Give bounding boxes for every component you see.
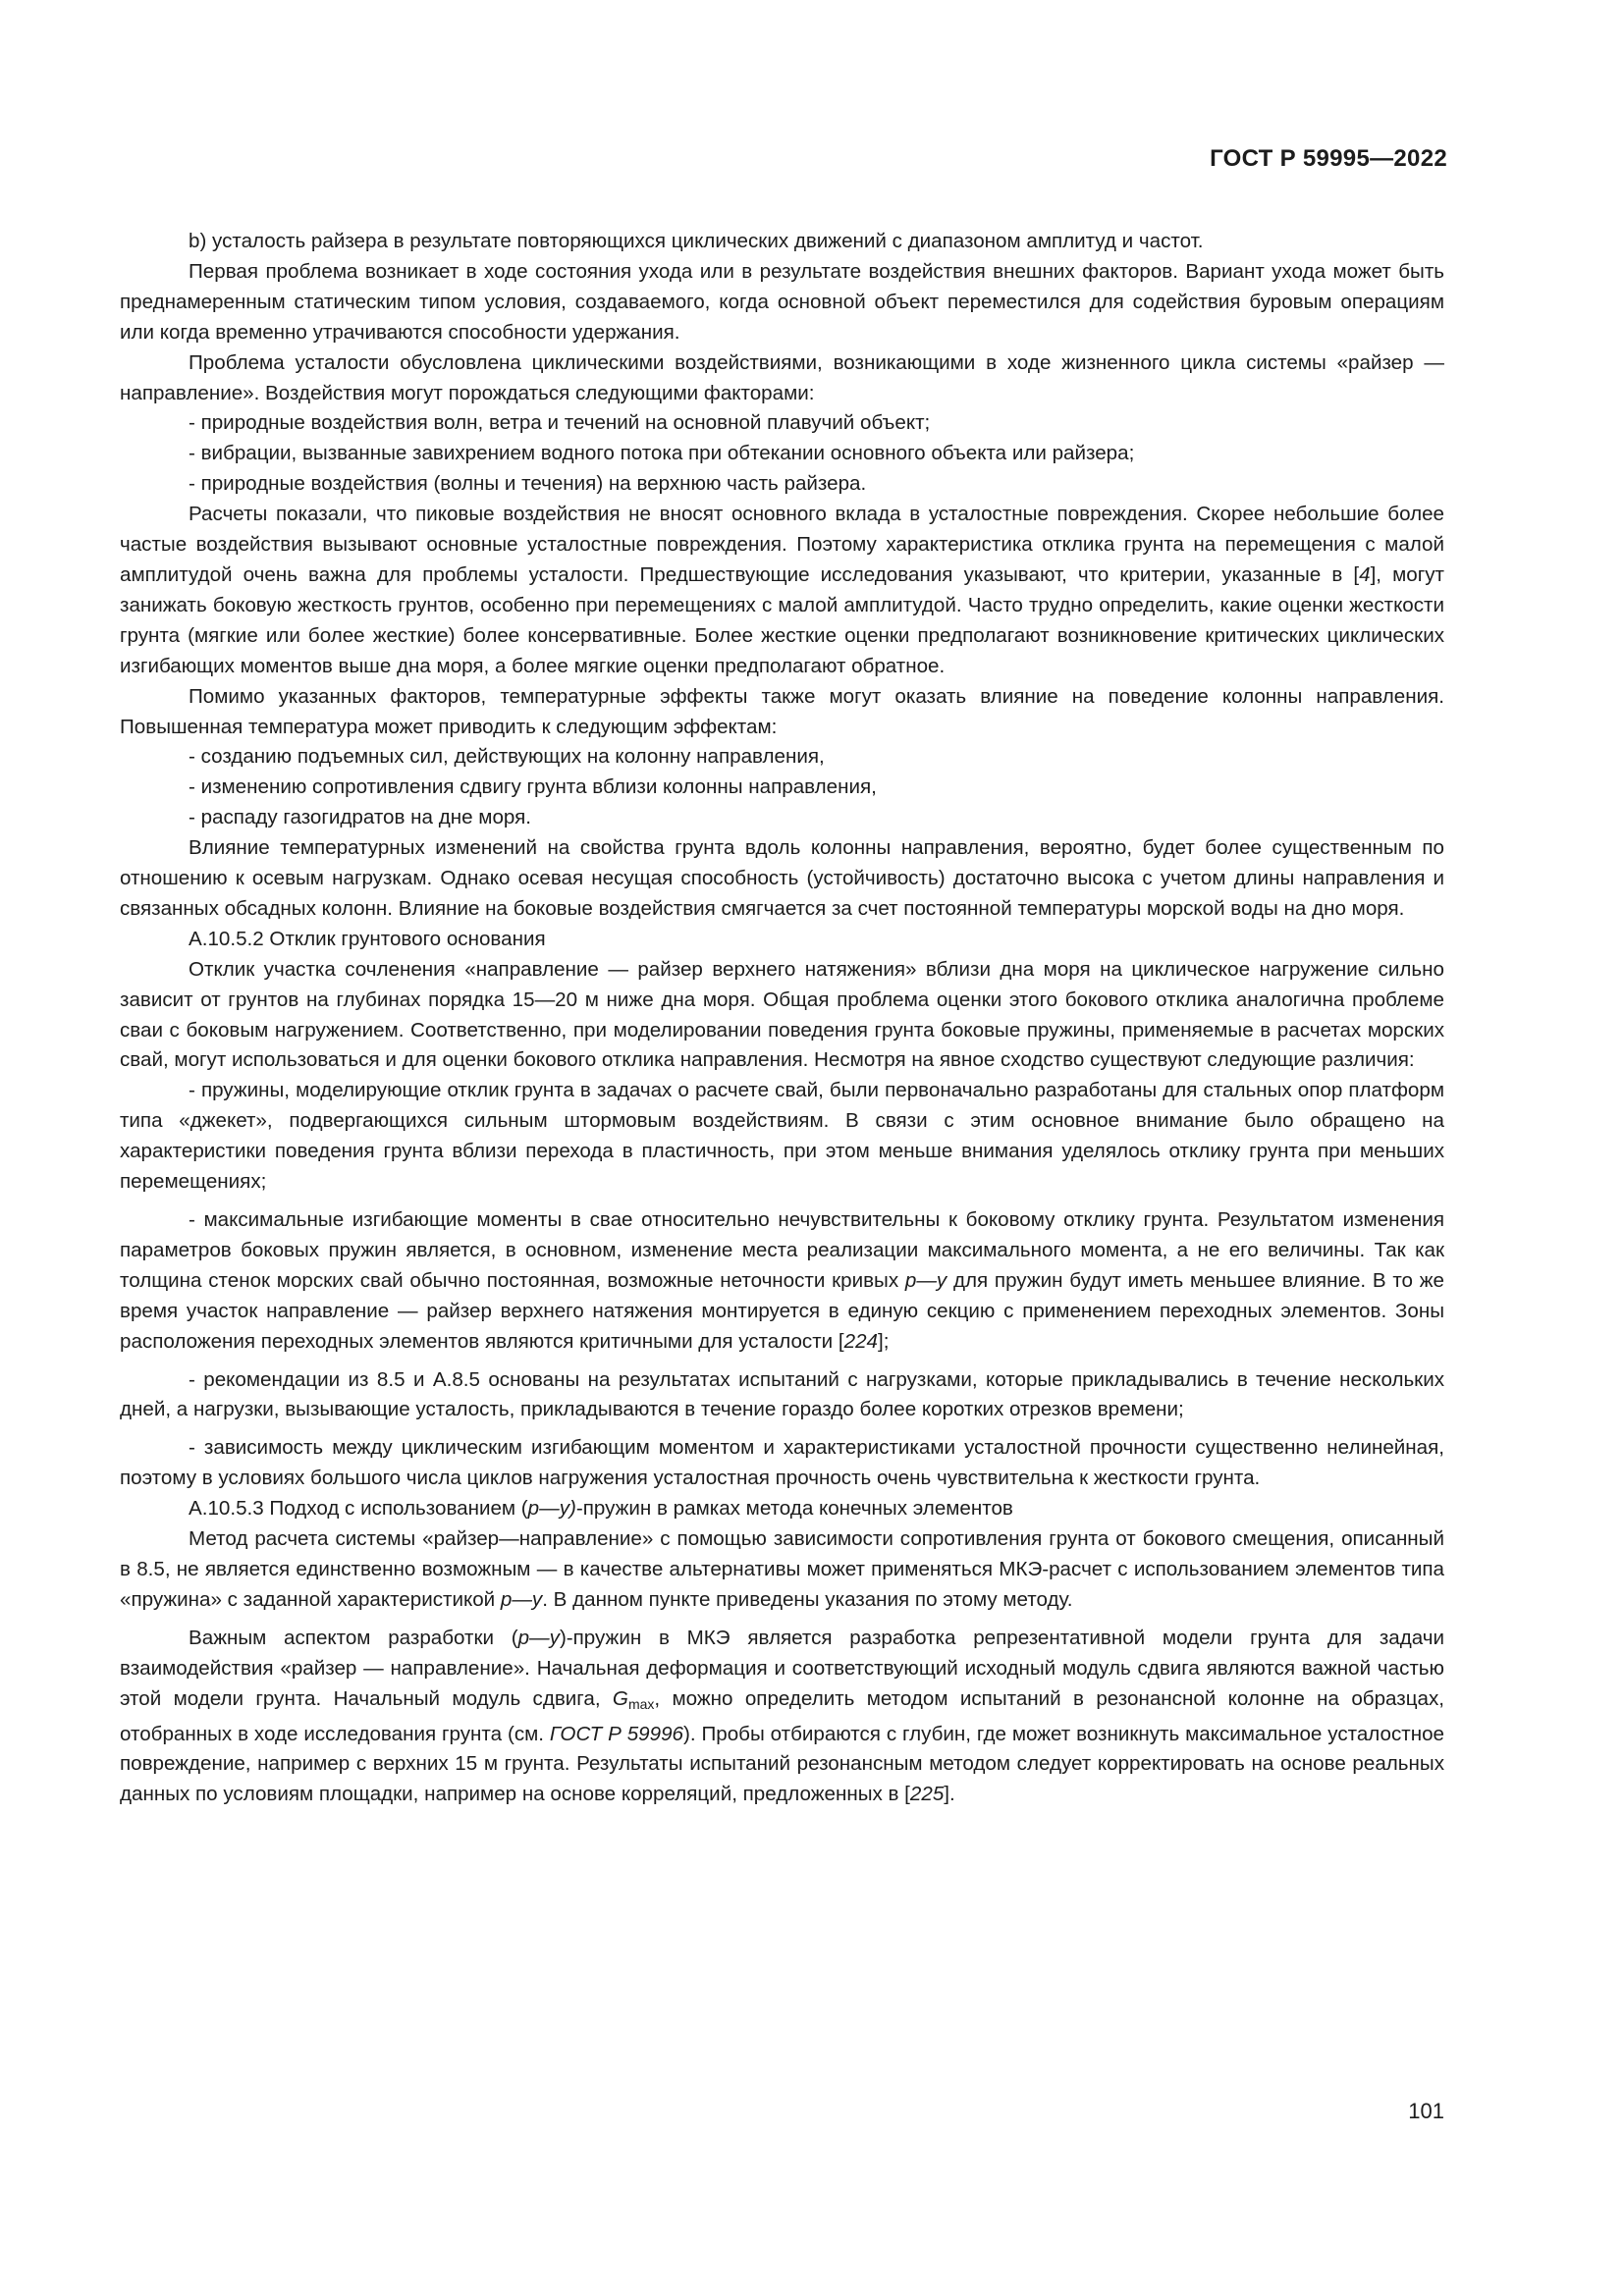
text-run: . В данном пункте приведены указания по этому методу. [542,1587,1073,1611]
page-number: 101 [1408,2099,1444,2123]
text-run: ], могут занижать боковую жесткость грунтов, особенно при перемещениях с малой амплитудой. Часто трудно определить, какие оценки жесткости грунта (мягкие или более жесткие) более консервативные. Более жесткие оценки предполагают возникновение критических циклических изгибающих моментов выше дна моря, а более мягкие оценки предполагают обратное. [120,562,1444,677]
list-item: - созданию подъемных сил, действующих на колонну направления, [189,745,825,769]
document-header: ГОСТ Р 59995—2022 [1210,145,1447,172]
paragraph-fatigue-item-b: b) усталость райзера в результате повторяющихся циклических движений с диапазоном амплитуд и частот. [189,230,1204,252]
text-run: )-пружин в МКЭ является разработка репрезентативной модели грунта для задачи взаимодействия «райзер — направление». Начальная деформация и соответствующий исходный модуль сдвига являются важной частью этой модели грунта. Начальный модуль сдвига, [120,1626,1444,1710]
section-heading-a10-5-2: А.10.5.2 Отклик грунтового основания [189,927,546,950]
list-item: - природные воздействия (волны и течения) на верхнюю часть райзера. [189,472,867,496]
paragraph-soil-response: Отклик участка сочленения «направление — райзер верхнего натяжения» вблизи дна моря на циклическое нагружение сильно зависит от грунтов на глубинах порядка 15—20 м ниже дна моря. Общая проблема оценки этого бокового отклика аналогична проблеме сваи с боковым нагружением. Соответственно, при моделировании поведения грунта боковые пружины, применяемые в расчетах морских свай, могут использоваться и для оценки бокового отклика направления. Несмотря на явное сходство существуют следующие различия: [120,957,1444,1072]
document-body [120,227,1444,1810]
paragraph-calculations [120,500,1444,681]
text-run: Важным аспектом разработки ( [189,1626,518,1649]
paragraph-temperature: Помимо указанных факторов, температурные эффекты также могут оказать влияние на поведение колонны направления. Повышенная температура может приводить к следующим эффектам: [120,684,1444,738]
paragraph-temperature-influence: Влияние температурных изменений на свойства грунта вдоль колонны направления, вероятно, будет более существенным по отношению к осевым нагрузкам. Однако осевая несущая способность (устойчивость) достаточно высока с учетом длины направления и связанных обсадных колонн. Влияние на боковые воздействия смягчается за счет постоянной температуры морской воды на дно моря. [120,836,1444,920]
reference-link[interactable]: 4 [1359,562,1371,586]
subscript: max [627,1695,655,1712]
text-run: - максимальные изгибающие моменты в свае относительно нечувствительны к боковому отклику грунта. Результатом изменения параметров боковых пружин является, в основном, изменение места реализации максимального момента, а не его величины. Так как толщина стенок морских свай обычно постоянная, возможные неточности кривых [120,1208,1444,1292]
text-run: Метод расчета системы «райзер—направление» с помощью зависимости сопротивления грунта от бокового смещения, описанный в 8.5, не является единственно возможным — в качестве альтернативы может применяться МКЭ-расчет с использованием элементов типа «пружина» с заданной характеристикой [120,1527,1444,1611]
text-run: А.10.5.3 Подход с использованием ( [189,1497,528,1521]
paragraph-soil-model [120,1624,1444,1810]
text-run: , можно определить методом испытаний в резонансной колонне на образцах, отобранных в ходе исследования грунта (см. [120,1686,1444,1745]
italic-term: p—y) [527,1497,576,1521]
list-item: - распаду газогидратов на дне моря. [189,806,531,829]
section-heading-a10-5-3 [120,1494,1444,1524]
paragraph-fem-method [120,1524,1444,1616]
reference-link[interactable]: 224 [843,1329,878,1353]
italic-term: p—y [500,1587,543,1611]
difference-item: - пружины, моделирующие отклик грунта в задачах о расчете свай, были первоначально разработаны для стальных опор платформ типа «джекет», подвергающихся сильным штормовым воздействиям. В связи с этим основное внимание было обращено на характеристики поведения грунта вблизи перехода в пластичность, при этом меньше внимания уделялось отклику грунта при меньших перемещениях; [120,1079,1444,1194]
text-run: для пружин будут иметь меньшее влияние. В то же время участок направление — райзер верхнего натяжения монтируется в единую секцию с применением переходных элементов. Зоны расположения переходных элементов являются критичными для усталости [ [120,1268,1444,1353]
text-run: ]; [877,1329,890,1353]
paragraph-fatigue-problem: Проблема усталости обусловлена циклическими воздействиями, возникающими в ходе жизненного цикла системы «райзер — направление». Воздействия могут порождаться следующими факторами: [120,350,1444,404]
text-run: -пружин в рамках метода конечных элементов [575,1497,1013,1521]
difference-item: - рекомендации из 8.5 и А.8.5 основаны на результатах испытаний с нагрузками, которые прикладывались в течение нескольких дней, а нагрузки, вызывающие усталость, прикладываются в течение гораздо более коротких отрезков времени; [120,1367,1444,1421]
list-item: - изменению сопротивления сдвигу грунта вблизи колонны направления, [189,775,877,799]
difference-item: - зависимость между циклическим изгибающим моментом и характеристиками усталостной прочности существенно нелинейная, поэтому в условиях большого числа циклов нагружения усталостная прочность очень чувствительна к жесткости грунта. [120,1436,1444,1490]
standard-reference-link[interactable]: ГОСТ Р 59996 [549,1722,683,1745]
reference-link[interactable]: 225 [909,1783,945,1806]
text-run: Расчеты показали, что пиковые воздействия не вносят основного вклада в усталостные повреждения. Скорее небольшие более частые воздействия вызывают основные усталостные повреждения. Поэтому характеристика отклика грунта на перемещения с малой амплитудой очень важна для проблемы усталости. Предшествующие исследования указывают, что критерии, указанные в [ [120,503,1444,586]
text-run: ). Пробы отбираются с глубин, где может возникнуть максимальное усталостное повреждение, например с верхних 15 м грунта. Результаты испытаний резонансным методом следует корректировать на основе реальных данных по условиям площадки, например на основе корреляций, предложенных в [ [120,1722,1445,1806]
italic-symbol: G [612,1686,628,1710]
list-item: - природные воздействия волн, ветра и течений на основной плавучий объект; [189,411,931,435]
paragraph-drift-problem: Первая проблема возникает в ходе состояния ухода или в результате воздействия внешних факторов. Вариант ухода может быть преднамеренным статическим типом условия, создаваемого, когда основной объект переместился для содействия буровым операциям или когда временно утрачиваются способности удержания. [120,259,1444,344]
text-run: ]. [944,1783,955,1806]
difference-item [120,1205,1444,1358]
italic-term: p—y [904,1268,947,1292]
list-item: - вибрации, вызванные завихрением водного потока при обтекании основного объекта или райзера; [189,442,1135,465]
italic-term: p—y [517,1626,560,1649]
